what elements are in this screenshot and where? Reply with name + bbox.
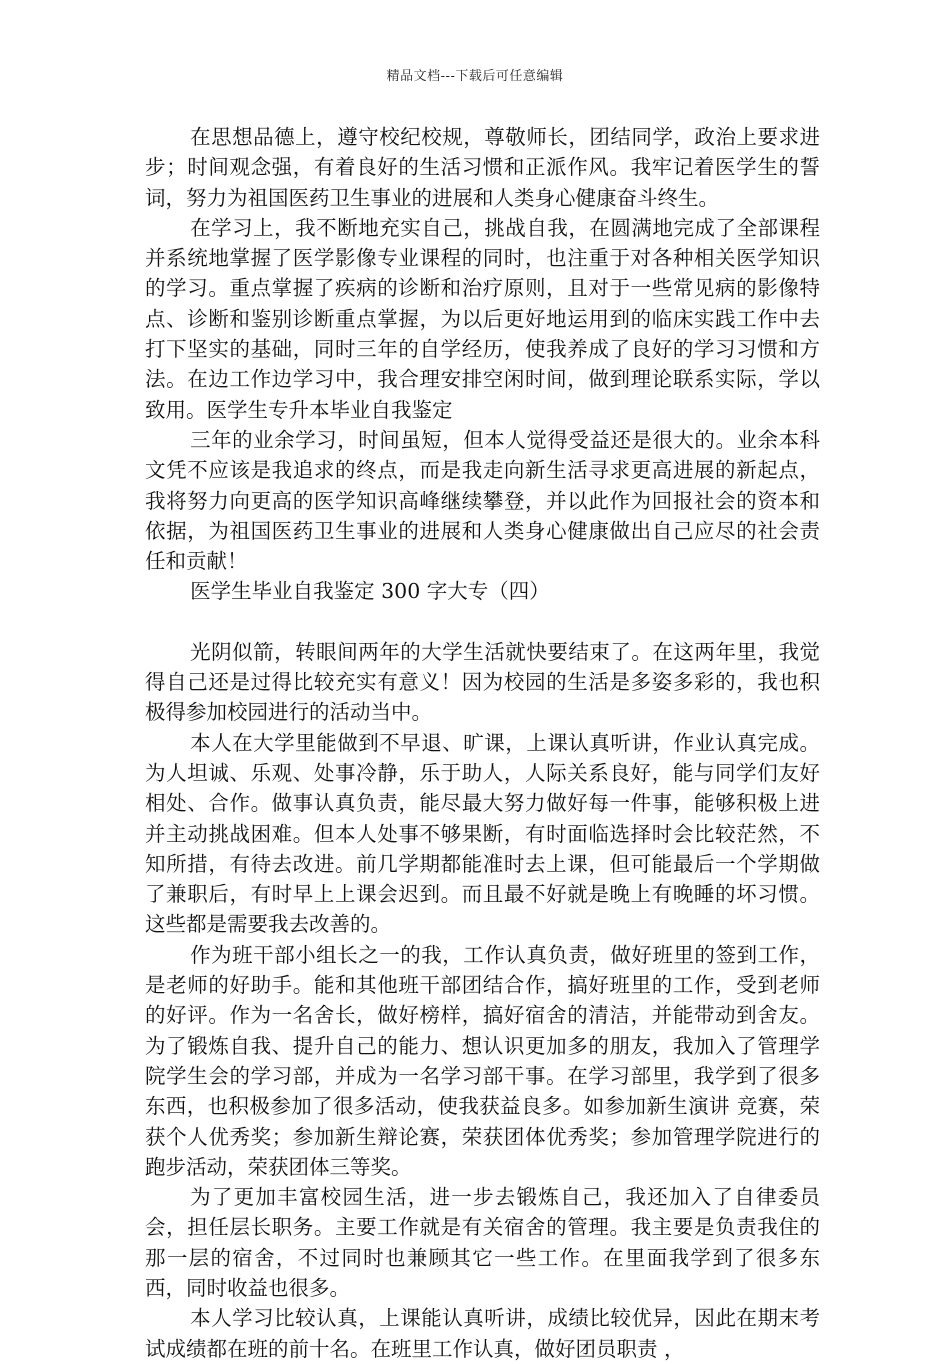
page-header: 精品文档---下载后可任意编辑 [386,69,564,84]
paragraph: 作为班干部小组长之一的我，工作认真负责，做好班里的签到工作，是老师的好助手。能和其他班干部团结合作，搞好班里的工作，受到老师的好评。作为一名舍长，做好榜样，搞好宿舍的清洁，并能带动到舍友。为了锻炼自我、提升自己的能力、想认识更加多的朋友，我加入了管理学院学生会的学习部，并成为一名学习部干事。在学习部里，我学到了很多东西，也积极参加了很多活动，使我获益良多。如参加新生演讲 竞赛，荣获个人优秀奖；参加新生辩论赛，荣获团体优秀奖；参加管理学院进行的跑步活动，荣获团体三等奖。 [145,942,820,1179]
document-body [145,122,820,1364]
section-heading: 医学生毕业自我鉴定 300 字大专（四） [190,579,550,604]
paragraph: 本人在大学里能做到不早退、旷课，上课认真听讲，作业认真完成。为人坦诚、乐观、处事冷静，乐于助人，人际关系良好，能与同学们友好相处、合作。做事认真负责，能尽最大努力做好每一件事，能够积极上进并主动挑战困难。但本人处事不够果断，有时面临选择时会比较茫然，不知所措，有待去改进。前几学期都能准时去上课，但可能最后一个学期做了兼职后，有时早上上课会迟到。而且最不好就是晚上有晚睡的坏习惯。这些都是需要我去改善的。 [145,730,820,937]
paragraph: 光阴似箭，转眼间两年的大学生活就快要结束了。在这两年里，我觉得自己还是过得比较充实有意义！因为校园的生活是多姿多彩的，我也积极得参加校园进行的活动当中。 [145,639,820,725]
blank-line [145,607,820,637]
paragraph: 在思想品德上，遵守校纪校规，尊敬师长，团结同学，政治上要求进步；时间观念强，有着良好的生活习惯和正派作风。我牢记着医学生的誓词，努力为祖国医药卫生事业的进展和人类身心健康奋斗终生。 [145,125,820,210]
paragraph: 为了更加丰富校园生活，进一步去锻炼自己，我还加入了自律委员会，担任层长职务。主要工作就是有关宿舍的管理。我主要是负责我住的那一层的宿舍，不过同时也兼顾其它一些工作。在里面我学到了很多东西，同时收益也很多。 [145,1185,820,1300]
paragraph: 本人学习比较认真，上课能认真听讲，成绩比较优异，因此在期末考试成绩都在班的前十名。在班里工作认真，做好团员职责 ， [145,1306,820,1361]
paragraph: 三年的业余学习，时间虽短，但本人觉得受益还是很大的。业余本科文凭不应该是我追求的终点，而是我走向新生活寻求更高进展的新起点，我将努力向更高的医学知识高峰继续攀登，并以此作为回报社会的资本和依据，为祖国医药卫生事业的进展和人类身心健康做出自己应尽的社会责任和贡献！ [145,427,820,574]
paragraph: 在学习上，我不断地充实自己，挑战自我，在圆满地完成了全部课程并系统地掌握了医学影像专业课程的同时，也注重于对各种相关医学知识的学习。重点掌握了疾病的诊断和治疗原则，且对于一些常见病的影像特点、诊断和鉴别诊断重点掌握，为以后更好地运用到的临床实践工作中去打下坚实的基础，同时三年的自学经历，使我养成了良好的学习习惯和方法。在边工作边学习中，我合理安排空闲时间，做到理论联系实际，学以致用。医学生专升本毕业自我鉴定 [145,215,820,422]
